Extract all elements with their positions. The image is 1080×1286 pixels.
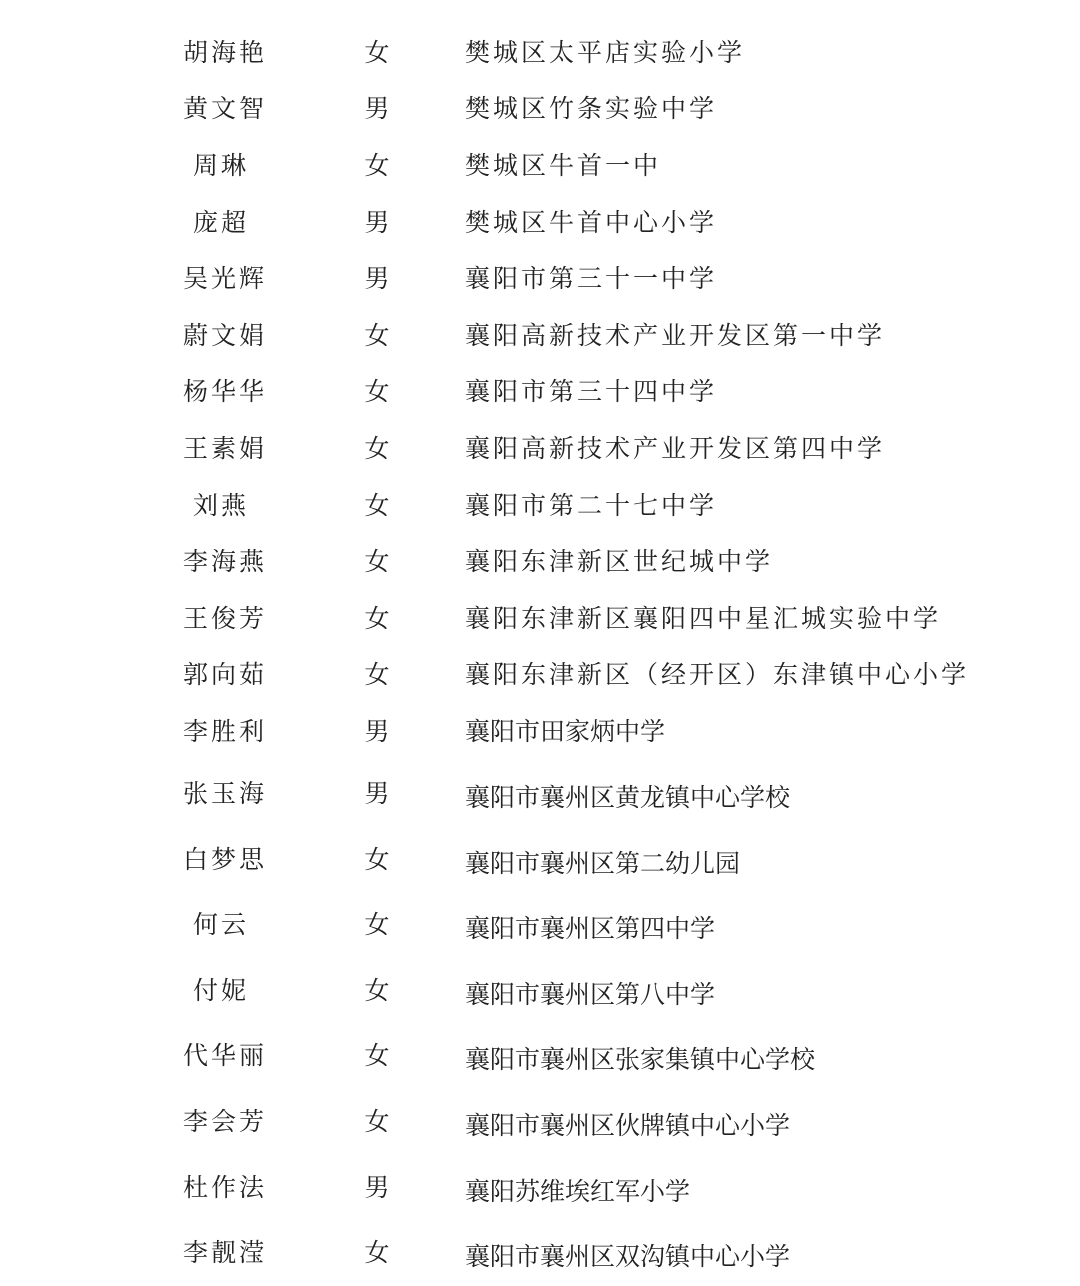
teacher-name: 代华丽 xyxy=(183,1041,268,1070)
teacher-name: 李靓滢 xyxy=(183,1238,268,1267)
teacher-gender: 女 xyxy=(364,434,390,463)
teacher-name: 蔚文娟 xyxy=(183,321,268,350)
teacher-gender: 女 xyxy=(364,845,390,874)
teacher-gender: 女 xyxy=(364,38,390,67)
teacher-gender: 女 xyxy=(364,491,390,520)
teacher-gender: 女 xyxy=(364,910,390,939)
teacher-gender: 女 xyxy=(364,1107,390,1136)
teacher-school: 襄阳市田家炳中学 xyxy=(465,717,666,746)
teacher-name: 李海燕 xyxy=(183,547,268,576)
teacher-gender: 男 xyxy=(364,264,390,293)
teacher-school: 襄阳东津新区襄阳四中星汇城实验中学 xyxy=(465,604,942,633)
table-row xyxy=(0,259,1080,299)
teacher-gender: 女 xyxy=(364,1238,390,1267)
table-row xyxy=(0,655,1080,695)
teacher-school: 襄阳东津新区（经开区）东津镇中心小学 xyxy=(465,660,970,689)
teacher-name: 杜作法 xyxy=(183,1173,268,1202)
teacher-name: 郭向茹 xyxy=(183,660,268,689)
teacher-name: 白梦思 xyxy=(183,845,268,874)
teacher-school: 樊城区牛首一中 xyxy=(465,151,662,180)
teacher-gender: 女 xyxy=(364,1041,390,1070)
teacher-school: 襄阳市襄州区双沟镇中心小学 xyxy=(465,1242,791,1271)
table-row xyxy=(0,542,1080,582)
table-row xyxy=(0,1036,1080,1076)
teacher-gender: 女 xyxy=(364,976,390,1005)
teacher-name: 胡海艳 xyxy=(183,38,268,67)
teacher-gender: 女 xyxy=(364,547,390,576)
teacher-name: 庞超 xyxy=(192,208,249,237)
teacher-gender: 男 xyxy=(364,1173,390,1202)
teacher-school: 襄阳高新技术产业开发区第四中学 xyxy=(465,434,886,463)
teacher-school: 襄阳市襄州区第八中学 xyxy=(465,980,716,1009)
teacher-school: 襄阳高新技术产业开发区第一中学 xyxy=(465,321,886,350)
teacher-school: 襄阳市襄州区伙牌镇中心小学 xyxy=(465,1111,791,1140)
teacher-name: 何云 xyxy=(192,910,249,939)
teacher-gender: 男 xyxy=(364,94,390,123)
table-row xyxy=(0,840,1080,880)
teacher-school: 襄阳市襄州区黄龙镇中心学校 xyxy=(465,783,791,812)
teacher-school: 襄阳市襄州区张家集镇中心学校 xyxy=(465,1045,816,1074)
teacher-school: 襄阳东津新区世纪城中学 xyxy=(465,547,774,576)
table-row xyxy=(0,905,1080,945)
teacher-gender: 女 xyxy=(364,321,390,350)
table-row xyxy=(0,712,1080,752)
teacher-name: 付妮 xyxy=(192,976,249,1005)
table-row xyxy=(0,599,1080,639)
teacher-gender: 女 xyxy=(364,604,390,633)
teacher-gender: 女 xyxy=(364,151,390,180)
teacher-name: 杨华华 xyxy=(183,377,268,406)
table-row xyxy=(0,1102,1080,1142)
table-row xyxy=(0,372,1080,412)
table-row xyxy=(0,316,1080,356)
teacher-school: 襄阳苏维埃红军小学 xyxy=(465,1177,691,1206)
teacher-name: 王素娟 xyxy=(183,434,268,463)
teacher-school: 襄阳市襄州区第二幼儿园 xyxy=(465,849,741,878)
table-row xyxy=(0,774,1080,814)
table-row xyxy=(0,33,1080,73)
table-row xyxy=(0,486,1080,526)
teacher-name: 吴光辉 xyxy=(183,264,268,293)
table-row xyxy=(0,1233,1080,1273)
teacher-name: 王俊芳 xyxy=(183,604,268,633)
teacher-gender: 男 xyxy=(364,779,390,808)
table-row xyxy=(0,146,1080,186)
teacher-school: 襄阳市襄州区第四中学 xyxy=(465,914,716,943)
table-row xyxy=(0,429,1080,469)
teacher-name: 刘燕 xyxy=(192,491,249,520)
teacher-school: 襄阳市第三十四中学 xyxy=(465,377,718,406)
teacher-school: 樊城区竹条实验中学 xyxy=(465,94,718,123)
teacher-gender: 女 xyxy=(364,660,390,689)
teacher-gender: 男 xyxy=(364,208,390,237)
teacher-school: 樊城区牛首中心小学 xyxy=(465,208,718,237)
teacher-gender: 男 xyxy=(364,717,390,746)
table-row xyxy=(0,1168,1080,1208)
teacher-school: 樊城区太平店实验小学 xyxy=(465,38,746,67)
teacher-school: 襄阳市第二十七中学 xyxy=(465,491,718,520)
table-row xyxy=(0,203,1080,243)
teacher-name: 张玉海 xyxy=(183,779,268,808)
teacher-name: 黄文智 xyxy=(183,94,268,123)
teacher-name: 周琳 xyxy=(192,151,249,180)
teacher-gender: 女 xyxy=(364,377,390,406)
teacher-name: 李胜利 xyxy=(183,717,268,746)
teacher-name: 李会芳 xyxy=(183,1107,268,1136)
table-row xyxy=(0,89,1080,129)
table-row xyxy=(0,971,1080,1011)
teacher-school: 襄阳市第三十一中学 xyxy=(465,264,718,293)
